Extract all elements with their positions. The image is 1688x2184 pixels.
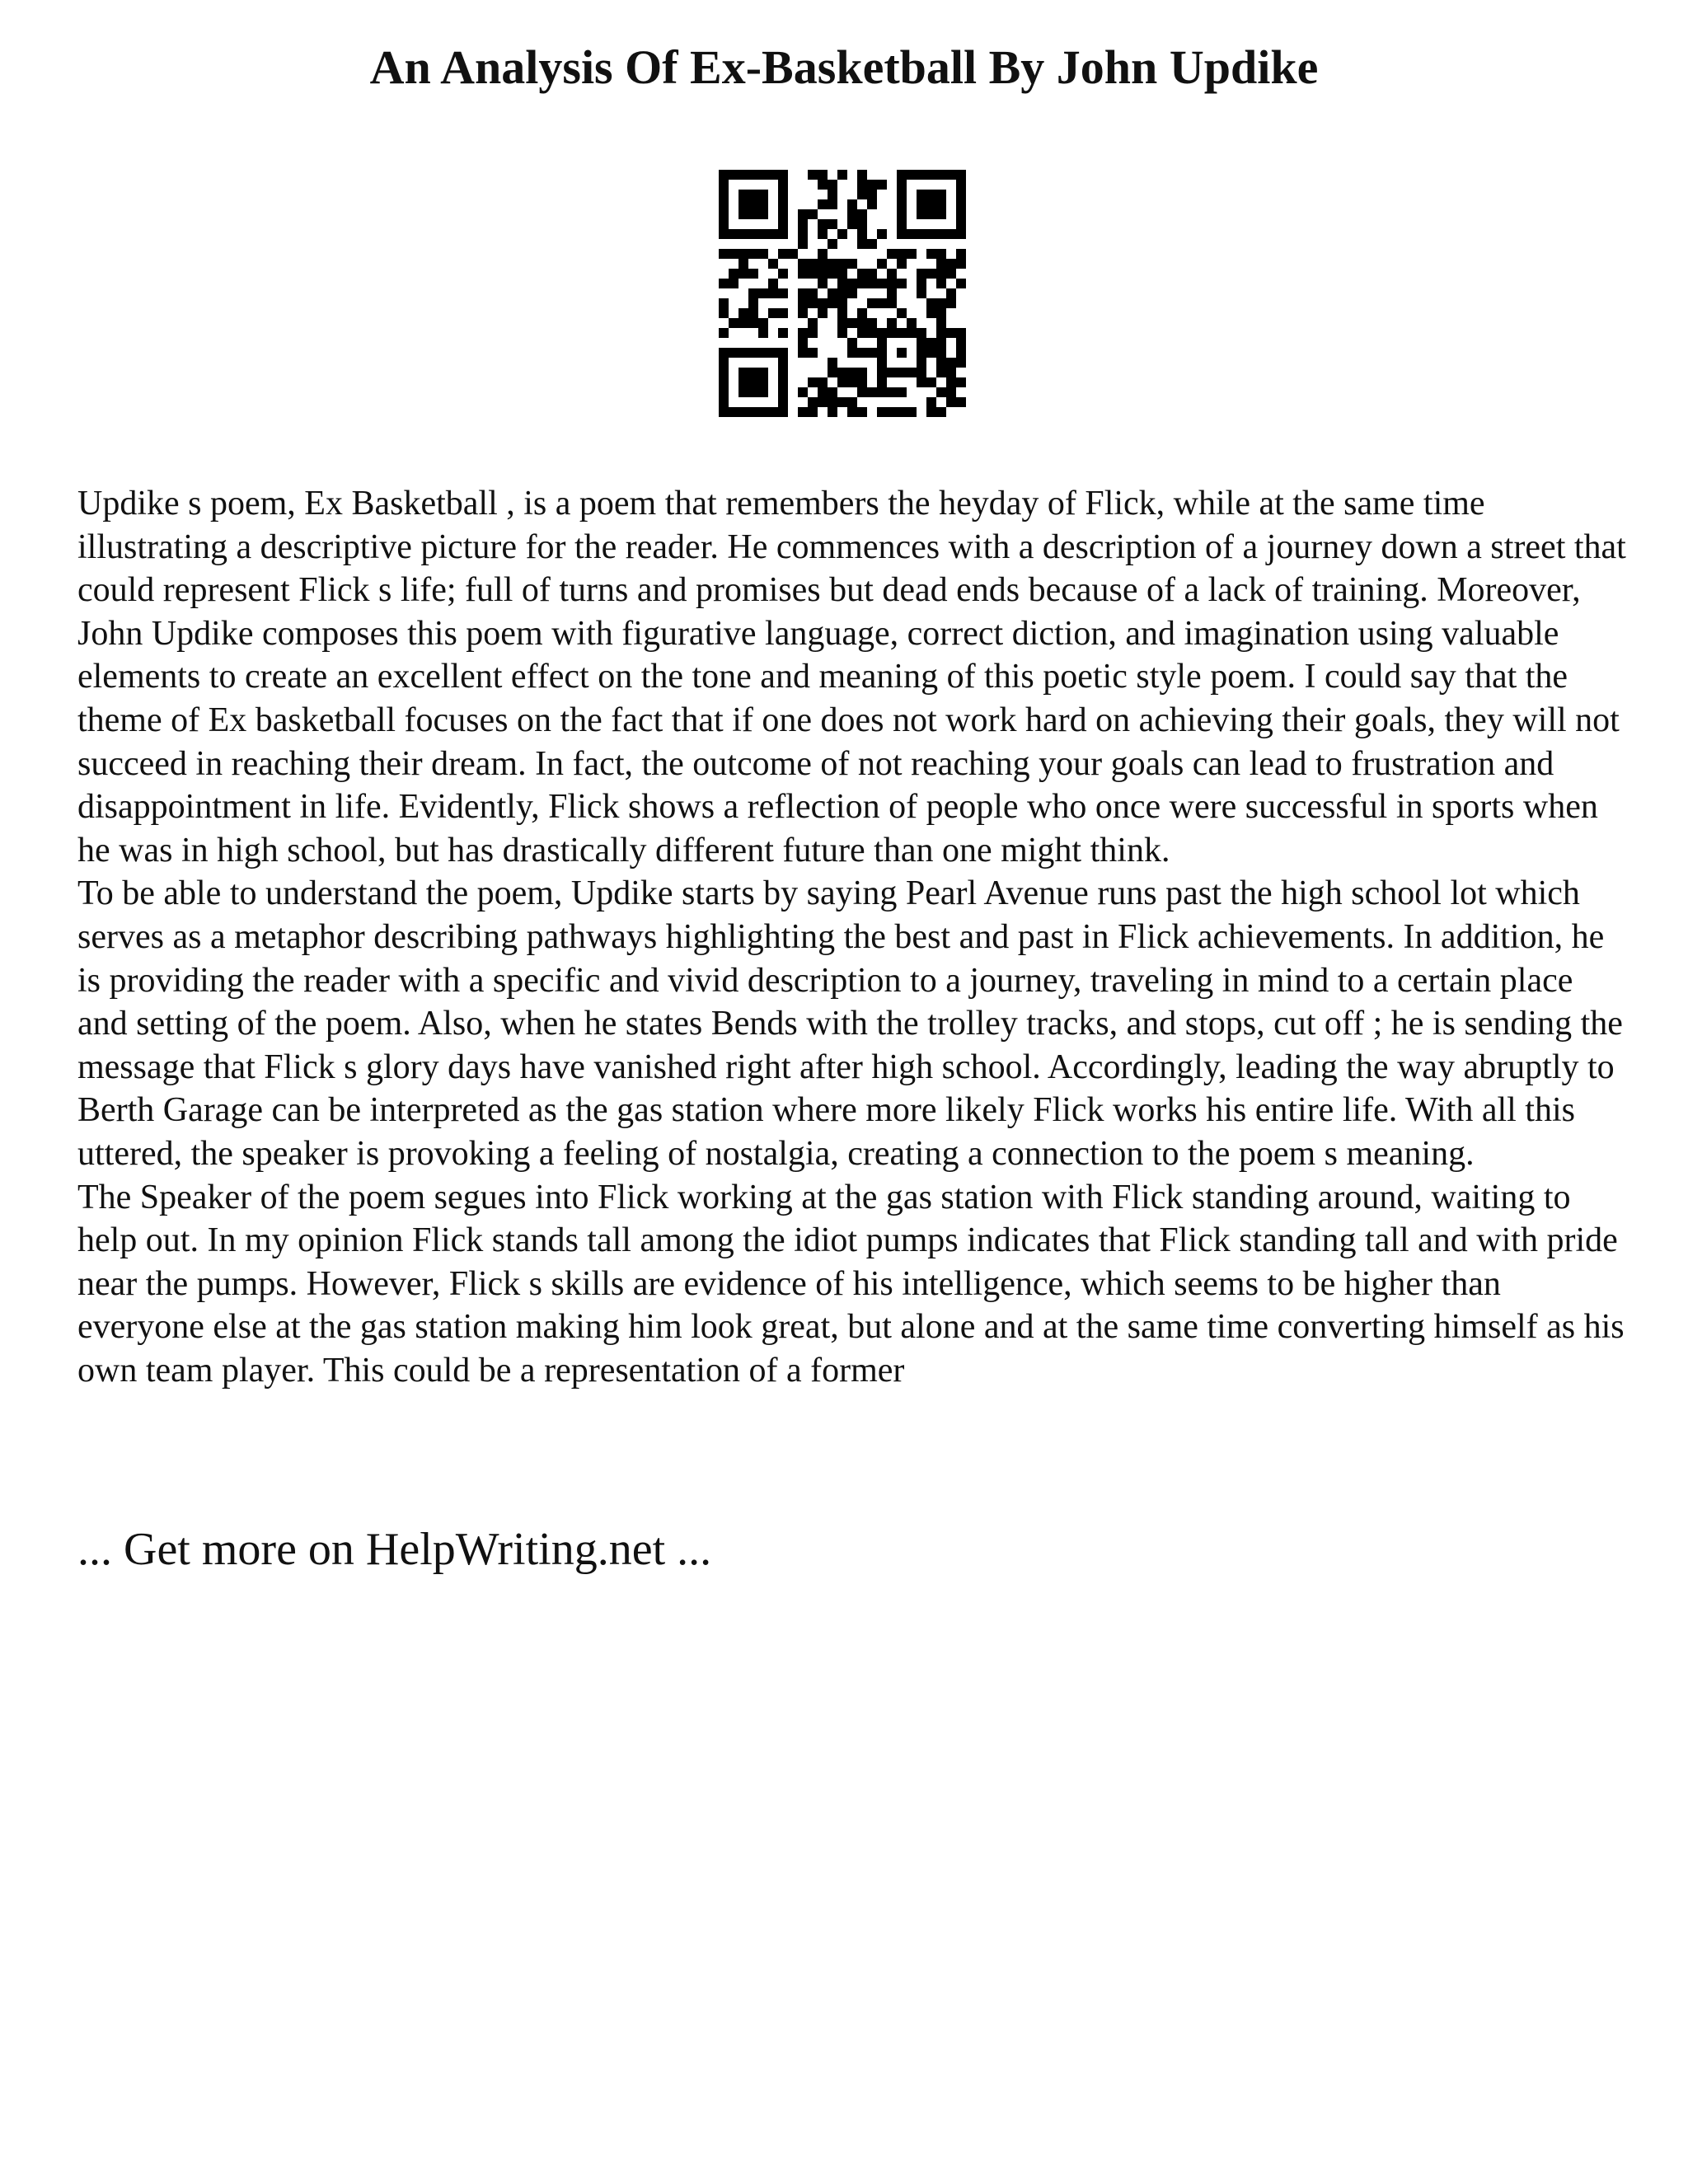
paragraph: Updike s poem, Ex Basketball , is a poem that remembers the heyday of Flick, while at the same time illustrating a descriptive picture for the reader. He commences with a description of a journey down a street that could represent Flick s life; full of turns and promises but dead ends because of a lack of training. Moreover, John Updike composes this poem with figurative language, correct diction, and imagination using valuable elements to create an excellent effect on the tone and meaning of this poetic style poem. I could say that the theme of Ex basketball focuses on the fact that if one does not work hard on achieving their goals, they will not succeed in reaching their dream. In fact, the outcome of not reaching your goals can lead to frustration and disappointment in life. Evidently, Flick shows a reflection of people who once were successful in sports when he was in high school, but has drastically different future than one might think. [77,485,1626,869]
paragraph: The Speaker of the poem segues into Flick working at the gas station with Flick standing around, waiting to help out. In my opinion Flick stands tall among the idiot pumps indicates that Flick standing tall and with pride near the pumps. However, Flick s skills are evidence of his intelligence, which seems to be higher than everyone else at the gas station making him look great, but alone and at the same time converting himself as his own team player. This could be a representation of a former [77,1178,1625,1390]
get-more-link[interactable]: ... Get more on HelpWriting.net ... [77,1524,712,1575]
paragraph: To be able to understand the poem, Updike starts by saying Pearl Avenue runs past the high school lot which serves as a metaphor describing pathways highlighting the best and past in Flick achievements. In addition, he is providing the reader with a specific and vivid description to a journey, traveling in mind to a certain place and setting of the poem. Also, when he states Bends with the trolley tracks, and stops, cut off ; he is sending the message that Flick s glory days have vanished right after high school. Accordingly, leading the way abruptly to Berth Garage can be interpreted as the gas station where more likely Flick works his entire life. With all this uttered, the speaker is provoking a feeling of nostalgia, creating a connection to the poem s meaning. [77,874,1623,1173]
qr-code-icon [719,170,966,417]
page-title: An Analysis Of Ex-Basketball By John Updike [369,40,1319,94]
article-body [77,482,1627,1392]
